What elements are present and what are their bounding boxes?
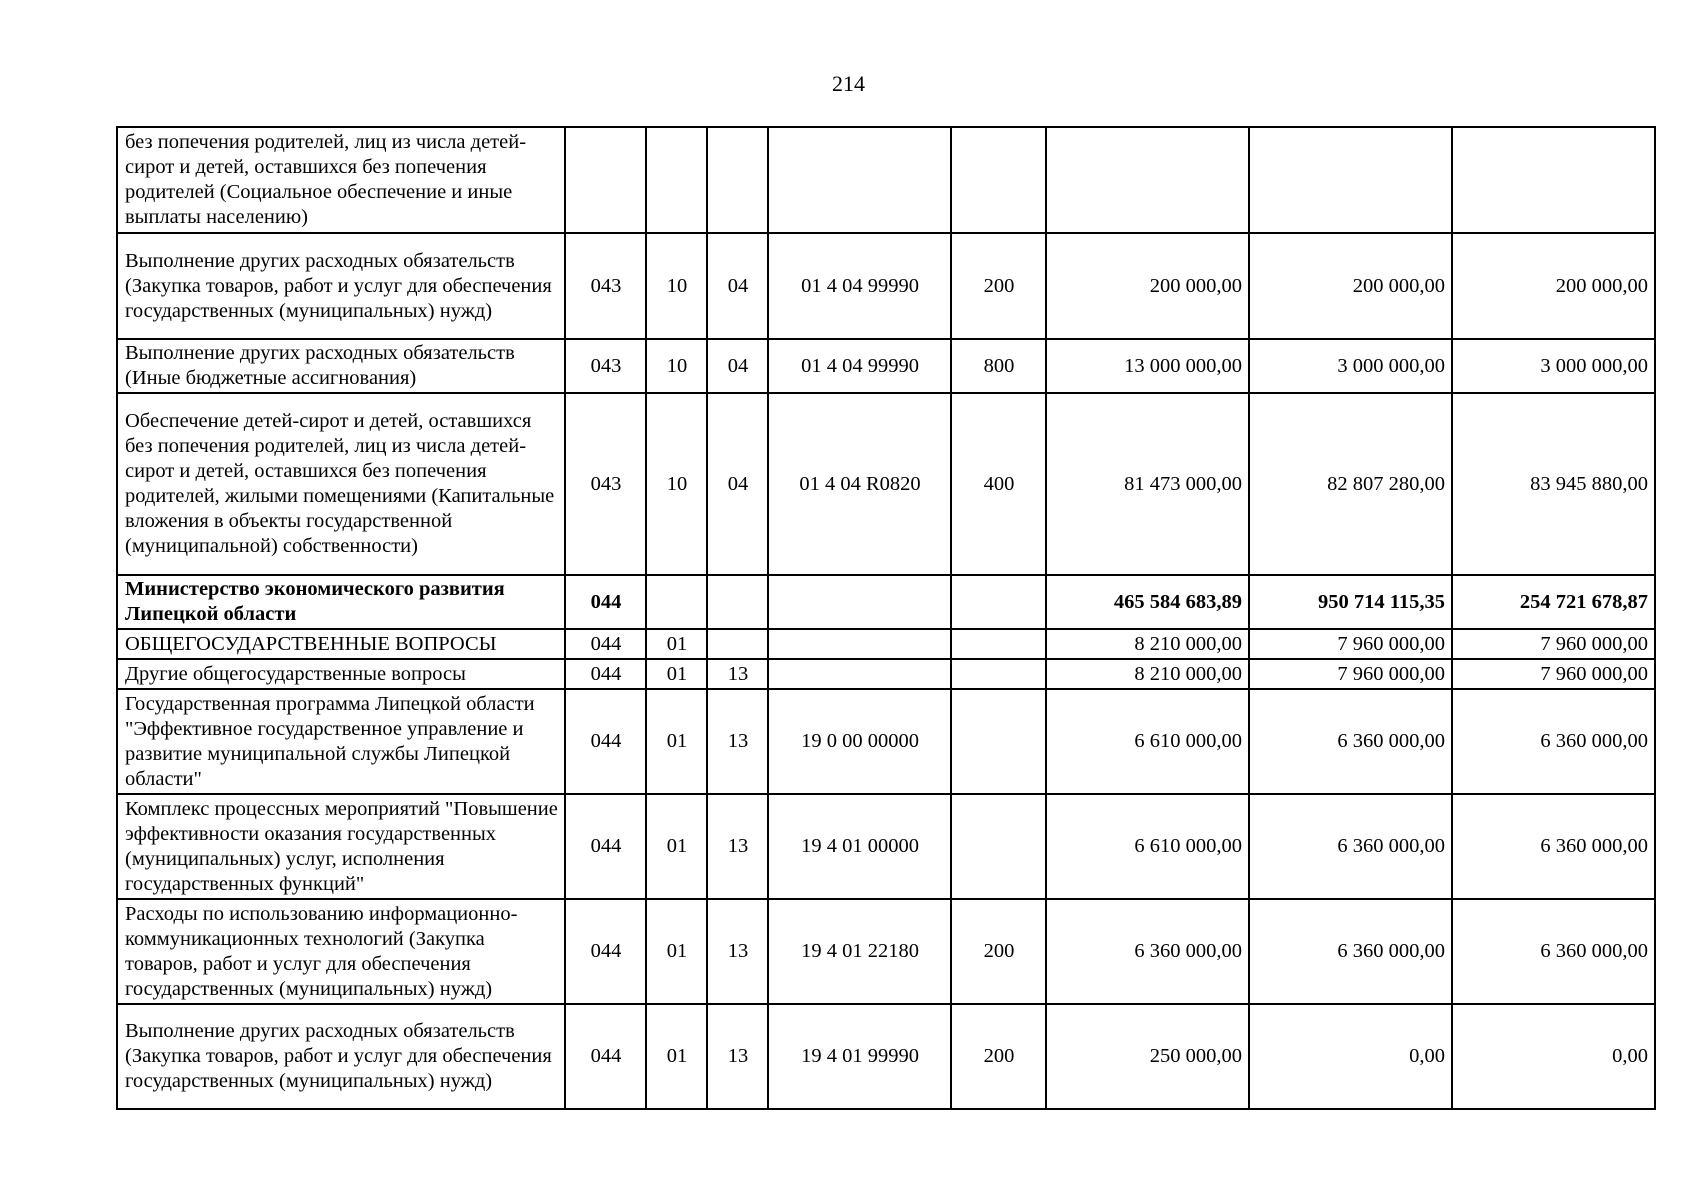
- amount-3: 6 360 000,00: [1452, 794, 1655, 899]
- amount-2: [1249, 127, 1452, 233]
- target-code: 19 4 01 99990: [768, 1004, 951, 1109]
- subsection-code: [707, 629, 768, 659]
- amount-3: 0,00: [1452, 1004, 1655, 1109]
- item-name: Выполнение других расходных обязательств (Закупка товаров, работ и услуг для обеспечения государственных (муниципальных) нужд): [117, 233, 565, 339]
- subsection-code: 13: [707, 794, 768, 899]
- table-row: [117, 233, 1655, 339]
- target-code: 19 4 01 00000: [768, 794, 951, 899]
- ministry-code: 044: [565, 689, 646, 794]
- amount-1: 465 584 683,89: [1046, 575, 1249, 629]
- expense-type-code: 800: [951, 339, 1046, 393]
- item-name: Расходы по использованию информационно-коммуникационных технологий (Закупка товаров, работ и услуг для обеспечения государственных (муниципальных) нужд): [117, 899, 565, 1004]
- section-code: [646, 127, 707, 233]
- amount-3: 7 960 000,00: [1452, 629, 1655, 659]
- ministry-code: 044: [565, 575, 646, 629]
- expense-type-code: [951, 629, 1046, 659]
- section-code: [646, 575, 707, 629]
- item-name: Другие общегосударственные вопросы: [117, 659, 565, 689]
- target-code: [768, 127, 951, 233]
- ministry-code: 043: [565, 233, 646, 339]
- item-name: Государственная программа Липецкой области "Эффективное государственное управление и развитие муниципальной службы Липецкой области": [117, 689, 565, 794]
- amount-3: [1452, 127, 1655, 233]
- ministry-code: 044: [565, 1004, 646, 1109]
- amount-1: 6 610 000,00: [1046, 689, 1249, 794]
- target-code: 19 4 01 22180: [768, 899, 951, 1004]
- expense-type-code: [951, 689, 1046, 794]
- table-row: [117, 659, 1655, 689]
- ministry-code: 044: [565, 899, 646, 1004]
- amount-3: 200 000,00: [1452, 233, 1655, 339]
- expense-type-code: [951, 659, 1046, 689]
- item-name: Министерство экономического развития Липецкой области: [117, 575, 565, 629]
- amount-2: 7 960 000,00: [1249, 629, 1452, 659]
- target-code: 01 4 04 99990: [768, 233, 951, 339]
- subsection-code: 13: [707, 659, 768, 689]
- amount-1: 6 360 000,00: [1046, 899, 1249, 1004]
- table-row: [117, 899, 1655, 1004]
- amount-2: 3 000 000,00: [1249, 339, 1452, 393]
- item-name: Выполнение других расходных обязательств (Закупка товаров, работ и услуг для обеспечения государственных (муниципальных) нужд): [117, 1004, 565, 1109]
- page-number: 214: [832, 71, 865, 96]
- subsection-code: 13: [707, 899, 768, 1004]
- amount-1: 81 473 000,00: [1046, 393, 1249, 575]
- budget-table: [116, 126, 1656, 1110]
- amount-2: 82 807 280,00: [1249, 393, 1452, 575]
- expense-type-code: 200: [951, 1004, 1046, 1109]
- subsection-code: 13: [707, 689, 768, 794]
- amount-2: 950 714 115,35: [1249, 575, 1452, 629]
- amount-1: [1046, 127, 1249, 233]
- table-row: [117, 339, 1655, 393]
- amount-3: 6 360 000,00: [1452, 899, 1655, 1004]
- target-code: [768, 659, 951, 689]
- ministry-code: 043: [565, 393, 646, 575]
- table-row: [117, 794, 1655, 899]
- amount-2: 0,00: [1249, 1004, 1452, 1109]
- section-code: 10: [646, 393, 707, 575]
- amount-3: 6 360 000,00: [1452, 689, 1655, 794]
- subsection-code: 04: [707, 339, 768, 393]
- expense-type-code: 400: [951, 393, 1046, 575]
- expense-type-code: [951, 794, 1046, 899]
- target-code: [768, 575, 951, 629]
- amount-3: 83 945 880,00: [1452, 393, 1655, 575]
- subsection-code: 04: [707, 393, 768, 575]
- expense-type-code: 200: [951, 233, 1046, 339]
- table-row: [117, 1004, 1655, 1109]
- subsection-code: 04: [707, 233, 768, 339]
- ministry-code: 044: [565, 794, 646, 899]
- item-name: без попечения родителей, лиц из числа детей-сирот и детей, оставшихся без попечения родителей (Социальное обеспечение и иные выплаты населению): [117, 127, 565, 233]
- amount-2: 7 960 000,00: [1249, 659, 1452, 689]
- amount-2: 6 360 000,00: [1249, 794, 1452, 899]
- section-code: 10: [646, 339, 707, 393]
- section-code: 01: [646, 1004, 707, 1109]
- subsection-code: 13: [707, 1004, 768, 1109]
- amount-1: 8 210 000,00: [1046, 659, 1249, 689]
- amount-2: 6 360 000,00: [1249, 899, 1452, 1004]
- expense-type-code: 200: [951, 899, 1046, 1004]
- target-code: 19 0 00 00000: [768, 689, 951, 794]
- section-code: 10: [646, 233, 707, 339]
- item-name: ОБЩЕГОСУДАРСТВЕННЫЕ ВОПРОСЫ: [117, 629, 565, 659]
- section-code: 01: [646, 689, 707, 794]
- expense-type-code: [951, 127, 1046, 233]
- amount-3: 3 000 000,00: [1452, 339, 1655, 393]
- ministry-code: 044: [565, 629, 646, 659]
- item-name: Комплекс процессных мероприятий "Повышение эффективности оказания государственных (муниципальных) услуг, исполнения государственных функций": [117, 794, 565, 899]
- amount-1: 250 000,00: [1046, 1004, 1249, 1109]
- ministry-code: [565, 127, 646, 233]
- table-row: [117, 689, 1655, 794]
- section-code: 01: [646, 629, 707, 659]
- amount-2: 6 360 000,00: [1249, 689, 1452, 794]
- amount-3: 7 960 000,00: [1452, 659, 1655, 689]
- section-code: 01: [646, 899, 707, 1004]
- amount-1: 6 610 000,00: [1046, 794, 1249, 899]
- amount-2: 200 000,00: [1249, 233, 1452, 339]
- section-code: 01: [646, 794, 707, 899]
- target-code: 01 4 04 99990: [768, 339, 951, 393]
- target-code: [768, 629, 951, 659]
- target-code: 01 4 04 R0820: [768, 393, 951, 575]
- subsection-code: [707, 575, 768, 629]
- section-code: 01: [646, 659, 707, 689]
- table-body: [117, 127, 1655, 1109]
- table-row: [117, 629, 1655, 659]
- expense-type-code: [951, 575, 1046, 629]
- subsection-code: [707, 127, 768, 233]
- item-name: Выполнение других расходных обязательств (Иные бюджетные ассигнования): [117, 339, 565, 393]
- amount-1: 8 210 000,00: [1046, 629, 1249, 659]
- table-row: [117, 393, 1655, 575]
- amount-1: 200 000,00: [1046, 233, 1249, 339]
- table-row: [117, 127, 1655, 233]
- ministry-code: 043: [565, 339, 646, 393]
- item-name: Обеспечение детей-сирот и детей, оставшихся без попечения родителей, лиц из числа детей-сирот и детей, оставшихся без попечения родителей, жилыми помещениями (Капитальные вложения в объекты государственной (муниципальной) собственности): [117, 393, 565, 575]
- ministry-code: 044: [565, 659, 646, 689]
- amount-1: 13 000 000,00: [1046, 339, 1249, 393]
- table-row: [117, 575, 1655, 629]
- amount-3: 254 721 678,87: [1452, 575, 1655, 629]
